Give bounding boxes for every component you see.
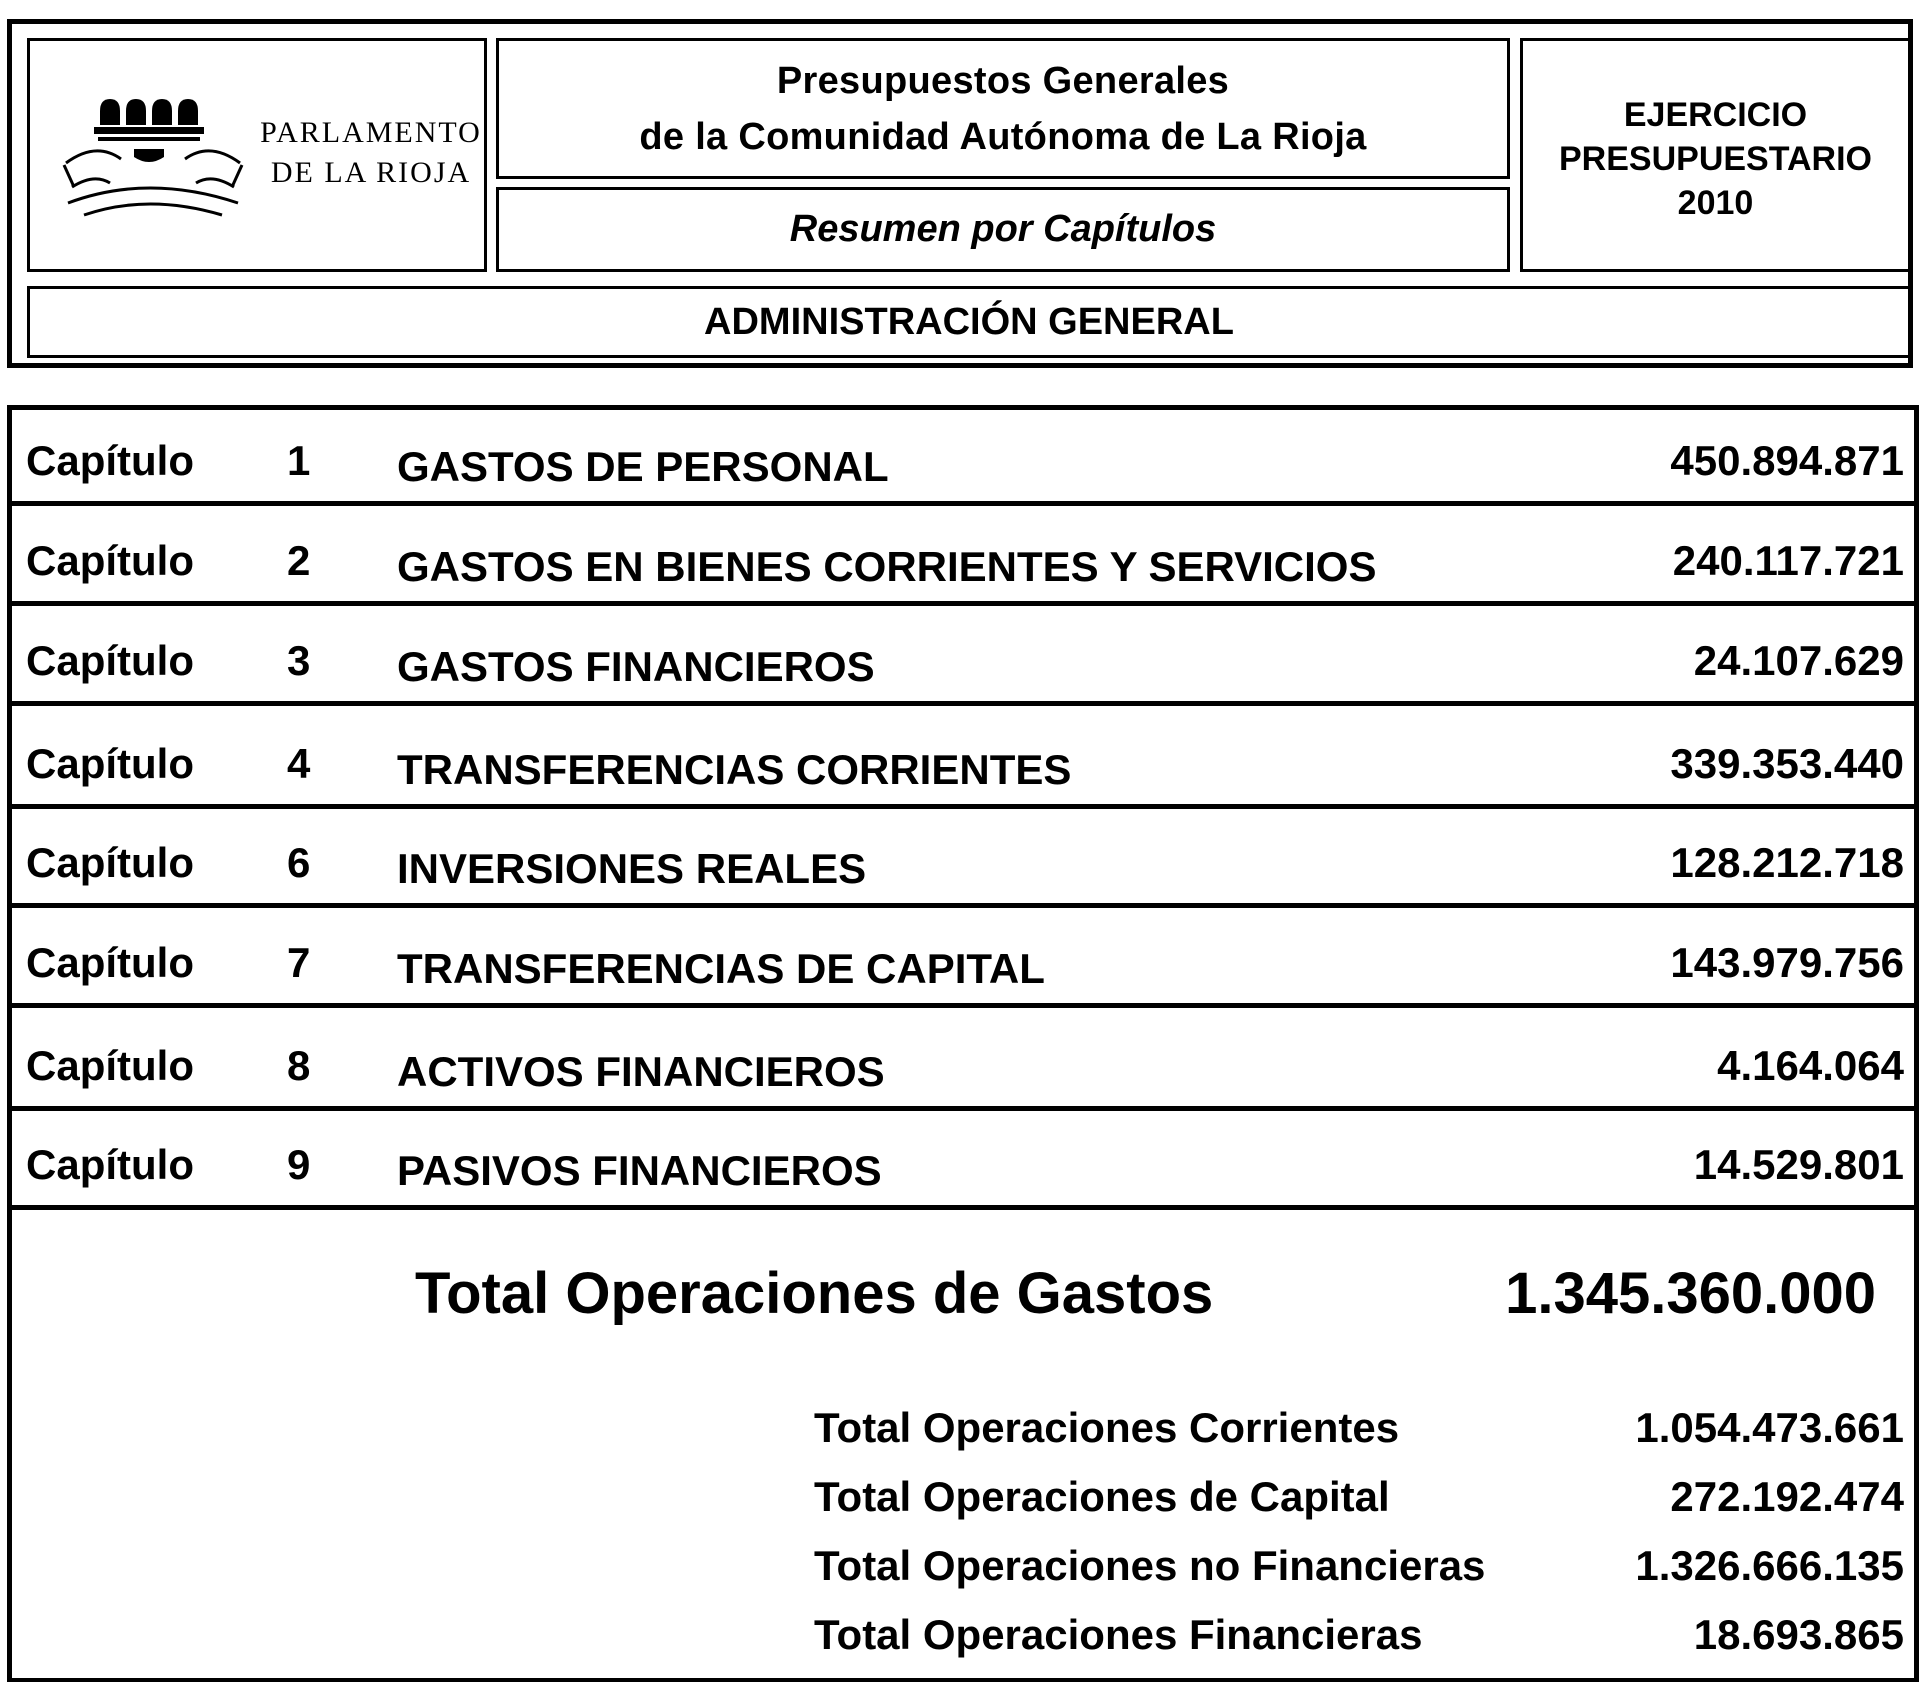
chapter-amount: 339.353.440 xyxy=(1670,740,1904,787)
chapter-number: 9 xyxy=(287,1141,311,1188)
chapter-description: ACTIVOS FINANCIEROS xyxy=(397,1048,885,1095)
subtotal-amount: 1.054.473.661 xyxy=(1635,1404,1904,1451)
chapter-description: GASTOS EN BIENES CORRIENTES Y SERVICIOS xyxy=(397,543,1377,590)
subtotal-label: Total Operaciones Financieras xyxy=(814,1611,1423,1658)
fiscal-year-box xyxy=(1520,38,1911,272)
chapter-description: GASTOS DE PERSONAL xyxy=(397,443,889,490)
logo-box xyxy=(27,38,487,272)
chapter-description: INVERSIONES REALES xyxy=(397,845,867,892)
chapter-label: Capítulo xyxy=(26,637,194,684)
table-row xyxy=(12,610,1914,706)
title-box xyxy=(496,38,1510,179)
subtotal-label: Total Operaciones de Capital xyxy=(814,1473,1390,1520)
subtotal-amount: 272.192.474 xyxy=(1670,1473,1904,1520)
chapter-label: Capítulo xyxy=(26,537,194,584)
logo-text-line1: PARLAMENTO xyxy=(260,116,482,149)
subtotal-label: Total Operaciones no Financieras xyxy=(814,1542,1486,1589)
chapter-label: Capítulo xyxy=(26,1141,194,1188)
chapter-number: 1 xyxy=(287,437,311,484)
chapter-amount: 240.117.721 xyxy=(1672,537,1904,584)
section-title: ADMINISTRACIÓN GENERAL xyxy=(704,300,1234,343)
chapter-amount: 128.212.718 xyxy=(1670,839,1904,886)
table-row xyxy=(12,1015,1914,1111)
chapter-label: Capítulo xyxy=(26,839,194,886)
chapter-number: 6 xyxy=(287,839,311,886)
table-row xyxy=(12,912,1914,1008)
chapter-amount: 143.979.756 xyxy=(1670,939,1904,986)
chapter-amount: 4.164.064 xyxy=(1717,1042,1904,1089)
chapter-amount: 450.894.871 xyxy=(1670,437,1904,484)
table-row xyxy=(12,1114,1914,1210)
chapter-label: Capítulo xyxy=(26,939,194,986)
subtotal-amount: 1.326.666.135 xyxy=(1635,1542,1904,1589)
parlamento-emblem-icon xyxy=(58,91,248,221)
chapter-number: 2 xyxy=(287,537,311,584)
total-gastos-label: Total Operaciones de Gastos xyxy=(415,1261,1214,1326)
chapter-description: PASIVOS FINANCIEROS xyxy=(397,1147,882,1194)
total-gastos-amount: 1.345.360.000 xyxy=(1505,1261,1876,1326)
table-row xyxy=(12,713,1914,809)
subtitle: Resumen por Capítulos xyxy=(789,208,1217,250)
table-row xyxy=(12,812,1914,908)
chapter-description: TRANSFERENCIAS DE CAPITAL xyxy=(397,945,1045,992)
logo-text xyxy=(254,113,488,193)
chapter-label: Capítulo xyxy=(26,437,194,484)
document-header xyxy=(7,19,1913,368)
logo-text-line2: DE LA RIOJA xyxy=(270,156,472,189)
section-box xyxy=(27,286,1911,358)
subtitle-box xyxy=(496,187,1510,272)
chapter-label: Capítulo xyxy=(26,740,194,787)
chapter-description: TRANSFERENCIAS CORRIENTES xyxy=(397,746,1072,793)
title-line1: Presupuestos Generales xyxy=(776,59,1230,102)
chapter-number: 4 xyxy=(287,740,311,787)
subtotal-label: Total Operaciones Corrientes xyxy=(814,1404,1400,1451)
chapter-amount: 14.529.801 xyxy=(1693,1141,1904,1188)
table-row xyxy=(12,510,1914,606)
chapter-amount: 24.107.629 xyxy=(1693,637,1904,684)
chapter-label: Capítulo xyxy=(26,1042,194,1089)
chapters-table xyxy=(7,405,1919,1682)
subtotal-amount: 18.693.865 xyxy=(1693,1611,1904,1658)
chapter-number: 3 xyxy=(287,637,311,684)
year-label-line2: PRESUPUESTARIO xyxy=(1559,140,1872,178)
fiscal-year: 2010 xyxy=(1677,184,1754,222)
title-line2: de la Comunidad Autónoma de La Rioja xyxy=(639,115,1367,158)
year-label-line1: EJERCICIO xyxy=(1623,96,1808,134)
chapter-number: 7 xyxy=(287,939,311,986)
chapter-number: 8 xyxy=(287,1042,311,1089)
chapter-description: GASTOS FINANCIEROS xyxy=(397,643,875,690)
table-row xyxy=(12,410,1914,506)
